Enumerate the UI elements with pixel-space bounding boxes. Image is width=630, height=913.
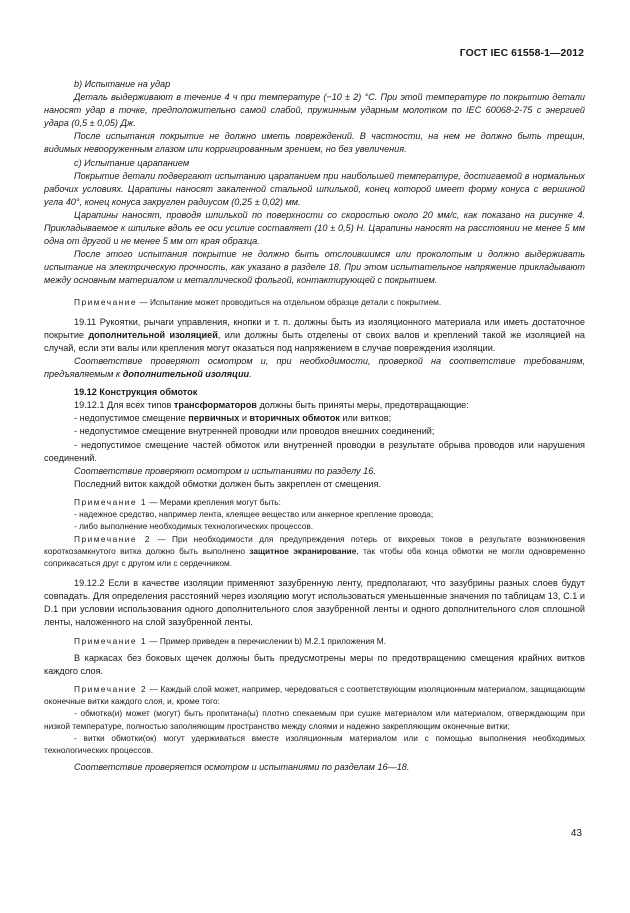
clause-19-11: 19.11 Рукоятки, рычаги управления, кнопки и т. п. должны быть из изоляционного материала или иметь достаточное покрытие дополнительной изоляцией, или должны быть отделены от своих валов и креплений такой же изоляцией на случай, если эти валы или крепления могут оказаться под напряжением в случае повреждения изоляции. bbox=[44, 316, 585, 353]
note-1-item-2: - либо выполнение необходимых технологических процессов. bbox=[74, 521, 314, 532]
clause-19-12-2: 19.12.2 Если в качестве изоляции применяют зазубренную ленту, предполагают, что зазубрины разных слоев будут совпадать. Для определения расстояний через изоляцию могут использоваться уменьшенные значения по таблицам 13, C.1 и D.1 при условии использования одного дополнительного слоя зазубренной ленты и одного дополнительного слоя сплошной ленты, наложенного на слой зазубренной ленты. bbox=[44, 578, 585, 628]
section-b-title: b) Испытание на удар bbox=[74, 79, 171, 89]
note-coating: Примечание — Испытание может проводиться на отдельном образце детали с покрытием. bbox=[74, 296, 442, 307]
page-number: 43 bbox=[570, 828, 582, 839]
last-turn-text: Последний виток каждой обмотки должен быть закреплен от смещения. bbox=[74, 478, 382, 489]
clause-19-11-compliance: Соответствие проверяют осмотром и, при необходимости, проверкой на соответствие требованиям, предъявляемым к дополнительной изоляции. bbox=[44, 355, 585, 380]
compliance-16-18: Соответствие проверяется осмотром и испытаниями по разделам 16—18. bbox=[74, 762, 410, 773]
standard-header: ГОСТ IEC 61558-1—2012 bbox=[459, 48, 584, 59]
list-item-2: - недопустимое смещение внутренней проводки или проводов внешних соединений; bbox=[74, 426, 435, 437]
section-c-paragraph-1: Покрытие детали подвергают испытанию царапанием при наибольшей температуре, достигаемой в нормальных рабочих условиях. Царапины наносят закаленной стальной шпилькой, конец которой имеет форму конуса с вершиной угла 40°, конец конуса закруглен радиусом (0,25 ± 0,02) мм. bbox=[44, 170, 585, 207]
note-2-layers: Примечание 2 — Каждый слой может, например, чередоваться с соответствующим изоляционным материалом, защищающим оконечные витки каждого слоя, и, кроме того: bbox=[44, 683, 585, 707]
heading-19-12: 19.12 Конструкция обмоток bbox=[74, 387, 198, 398]
section-b-paragraph-2: После испытания покрытие не должно иметь повреждений. В частности, на нем не должно быть трещин, видимых невооруженным глазом или корригированным зрением, но без увеличения. bbox=[44, 131, 585, 155]
section-c-paragraph-2: Царапины наносят, проводя шпилькой по поверхности со скоростью около 20 мм/с, как показано на рисунке 4. Прикладываемое к шпильке вдоль ее оси усилие составляет (10 ± 0,5) Н. Царапины наносят на расстоянии не менее 5 мм одна от другой и не менее 5 мм от края образца. bbox=[44, 209, 585, 247]
list-item-3: - недопустимое смещение частей обмоток или внутренней проводки в результате обрыва проводов или нарушения соединений. bbox=[44, 439, 585, 463]
clause-19-12-1: 19.12.1 Для всех типов трансформаторов должны быть приняты меры, предотвращающие: bbox=[74, 400, 469, 411]
compliance-16: Соответствие проверяют осмотром и испытаниями по разделу 16. bbox=[74, 465, 376, 476]
note-2-shielding: Примечание 2 — При необходимости для предупреждения потерь от вихревых токов в результате возникновения короткозамкнутого витка должно быть выполнено защитное экранирование, так чтобы оба конца обмотки не могли одновременно соприкасаться друг с другом или с сердечником. bbox=[44, 533, 585, 568]
note-2-item-1: - обмотка(и) может (могут) быть пропитана(ы) плотно спекаемым при сушке материалом или материалом, отверждающим при низкой температуре, полностью заполняющим пространство между слоями и надежно закрепляющим оконечные витки; bbox=[44, 708, 585, 731]
note-1-example: Примечание 1 — Пример приведен в перечислении b) M.2.1 приложения M. bbox=[74, 635, 386, 646]
list-item-1: - недопустимое смещение первичных и вторичных обмоток или витков; bbox=[74, 413, 392, 424]
note-1-item-1: - надежное средство, например лента, клеящее вещество или анкерное крепление провода; bbox=[74, 509, 434, 520]
section-c-title: c) Испытание царапанием bbox=[74, 157, 190, 168]
frames-paragraph: В каркасах без боковых щечек должны быть предусмотрены меры по предотвращению смещения крайних витков каждого слоя. bbox=[44, 652, 585, 676]
page-content bbox=[44, 78, 585, 774]
section-b-paragraph-1: Деталь выдерживают в течение 4 ч при температуре (−10 ± 2) °C. При этой температуре по покрытию детали наносят удар в точке, предположительно самой слабой, пружинным ударным молотком по IEC 60068-2-75 с энергией удара (0,5 ± 0,05) Дж. bbox=[44, 92, 585, 129]
note-2-item-2: - витки обмотки(ок) могут удерживаться вместе изоляционным материалом или с помощью выполнения необходимых технологических процессов. bbox=[44, 732, 585, 755]
section-c-paragraph-3: После этого испытания покрытие не должно быть отслоившимся или проколотым и должно выдерживать испытание на электрическую прочность, как указано в разделе 18. При этом испытательное напряжение прикладывают между основным материалом и металлической фольгой, контактирующей с покрытием. bbox=[44, 249, 585, 286]
note-1-fixing: Примечание 1 — Мерами крепления могут быть: bbox=[74, 496, 281, 507]
